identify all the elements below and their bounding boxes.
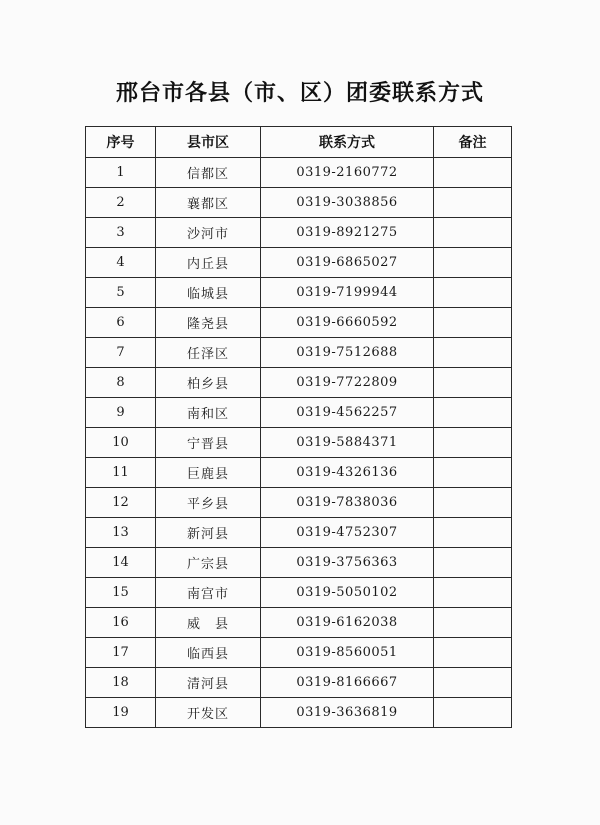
cell-remark — [434, 248, 512, 278]
cell-district: 柏乡县 — [156, 368, 261, 398]
cell-phone: 0319-8921275 — [261, 218, 434, 248]
table-row — [86, 548, 512, 578]
cell-phone: 0319-5884371 — [261, 428, 434, 458]
table-row — [86, 278, 512, 308]
cell-index: 1 — [86, 158, 156, 188]
header-contact: 联系方式 — [261, 127, 434, 158]
cell-index: 3 — [86, 218, 156, 248]
cell-remark — [434, 338, 512, 368]
table-row — [86, 638, 512, 668]
cell-remark — [434, 428, 512, 458]
table-row — [86, 248, 512, 278]
cell-remark — [434, 578, 512, 608]
cell-district: 巨鹿县 — [156, 458, 261, 488]
cell-phone: 0319-3636819 — [261, 698, 434, 728]
cell-index: 16 — [86, 608, 156, 638]
cell-phone: 0319-5050102 — [261, 578, 434, 608]
cell-remark — [434, 188, 512, 218]
table-row — [86, 458, 512, 488]
cell-index: 15 — [86, 578, 156, 608]
cell-district: 平乡县 — [156, 488, 261, 518]
cell-district: 宁晋县 — [156, 428, 261, 458]
cell-phone: 0319-6162038 — [261, 608, 434, 638]
cell-index: 17 — [86, 638, 156, 668]
cell-remark — [434, 278, 512, 308]
header-row — [86, 127, 512, 158]
cell-district: 威 县 — [156, 608, 261, 638]
cell-phone: 0319-7512688 — [261, 338, 434, 368]
cell-phone: 0319-4326136 — [261, 458, 434, 488]
cell-index: 7 — [86, 338, 156, 368]
header-district: 县市区 — [156, 127, 261, 158]
cell-phone: 0319-4562257 — [261, 398, 434, 428]
cell-remark — [434, 518, 512, 548]
cell-remark — [434, 608, 512, 638]
table-row — [86, 158, 512, 188]
cell-district: 内丘县 — [156, 248, 261, 278]
cell-district: 南宫市 — [156, 578, 261, 608]
cell-phone: 0319-8560051 — [261, 638, 434, 668]
cell-remark — [434, 218, 512, 248]
cell-district: 临西县 — [156, 638, 261, 668]
table-row — [86, 338, 512, 368]
table-row — [86, 488, 512, 518]
cell-index: 18 — [86, 668, 156, 698]
cell-index: 9 — [86, 398, 156, 428]
cell-index: 19 — [86, 698, 156, 728]
cell-phone: 0319-7199944 — [261, 278, 434, 308]
cell-district: 南和区 — [156, 398, 261, 428]
table-row — [86, 518, 512, 548]
cell-remark — [434, 638, 512, 668]
cell-phone: 0319-3756363 — [261, 548, 434, 578]
document-title: 邢台市各县（市、区）团委联系方式 — [115, 81, 484, 106]
cell-index: 10 — [86, 428, 156, 458]
cell-district: 隆尧县 — [156, 308, 261, 338]
table-row — [86, 188, 512, 218]
contacts-table — [85, 126, 512, 728]
table-row — [86, 698, 512, 728]
cell-district: 临城县 — [156, 278, 261, 308]
cell-index: 11 — [86, 458, 156, 488]
cell-remark — [434, 458, 512, 488]
table-row — [86, 308, 512, 338]
cell-phone: 0319-4752307 — [261, 518, 434, 548]
cell-district: 襄都区 — [156, 188, 261, 218]
cell-remark — [434, 488, 512, 518]
cell-phone: 0319-6865027 — [261, 248, 434, 278]
cell-remark — [434, 308, 512, 338]
table-header — [86, 127, 512, 158]
cell-district: 任泽区 — [156, 338, 261, 368]
cell-phone: 0319-7838036 — [261, 488, 434, 518]
table-body — [86, 158, 512, 728]
cell-remark — [434, 698, 512, 728]
table-row — [86, 608, 512, 638]
cell-index: 13 — [86, 518, 156, 548]
cell-remark — [434, 158, 512, 188]
cell-index: 2 — [86, 188, 156, 218]
cell-index: 14 — [86, 548, 156, 578]
table-row — [86, 428, 512, 458]
cell-remark — [434, 368, 512, 398]
cell-index: 12 — [86, 488, 156, 518]
cell-district: 广宗县 — [156, 548, 261, 578]
cell-remark — [434, 668, 512, 698]
table-row — [86, 218, 512, 248]
table-row — [86, 398, 512, 428]
cell-index: 5 — [86, 278, 156, 308]
cell-district: 开发区 — [156, 698, 261, 728]
cell-index: 4 — [86, 248, 156, 278]
table-row — [86, 368, 512, 398]
table-row — [86, 668, 512, 698]
cell-district: 沙河市 — [156, 218, 261, 248]
cell-remark — [434, 398, 512, 428]
cell-phone: 0319-6660592 — [261, 308, 434, 338]
cell-phone: 0319-7722809 — [261, 368, 434, 398]
table-row — [86, 578, 512, 608]
cell-remark — [434, 548, 512, 578]
header-remark: 备注 — [434, 127, 512, 158]
cell-phone: 0319-2160772 — [261, 158, 434, 188]
cell-district: 新河县 — [156, 518, 261, 548]
cell-district: 清河县 — [156, 668, 261, 698]
cell-phone: 0319-3038856 — [261, 188, 434, 218]
cell-district: 信都区 — [156, 158, 261, 188]
cell-index: 8 — [86, 368, 156, 398]
cell-index: 6 — [86, 308, 156, 338]
cell-phone: 0319-8166667 — [261, 668, 434, 698]
header-index: 序号 — [86, 127, 156, 158]
